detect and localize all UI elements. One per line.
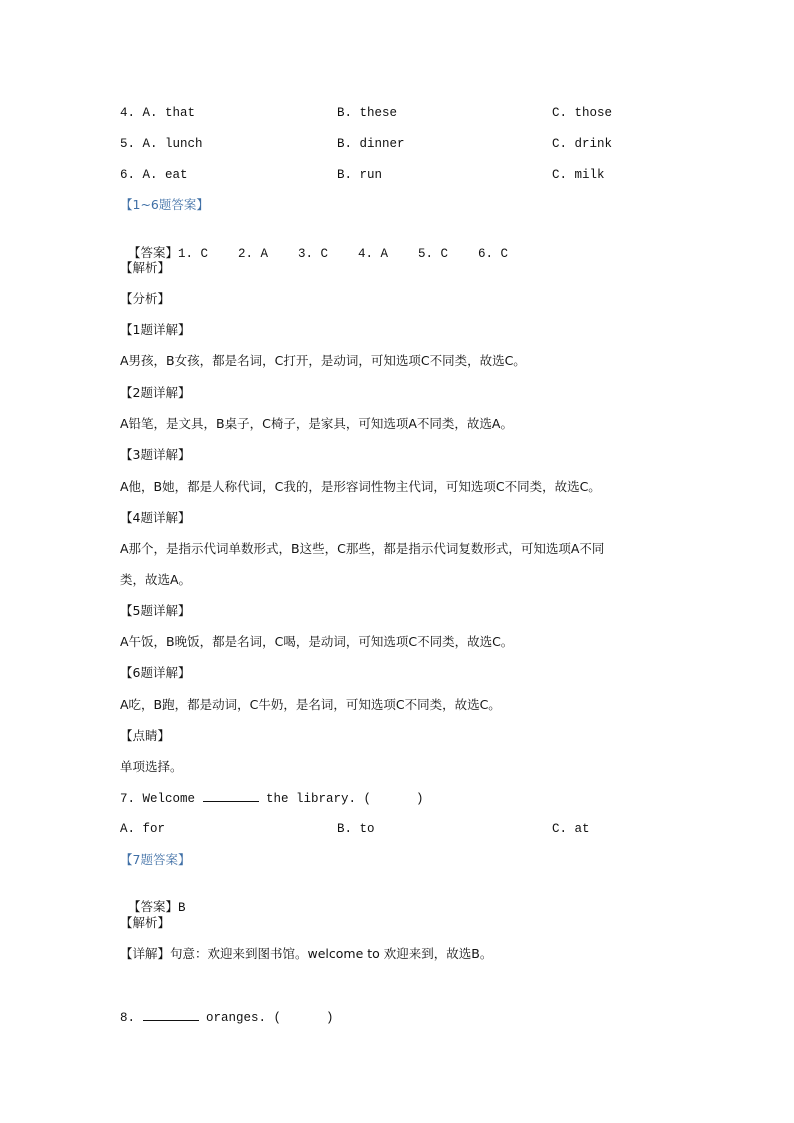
question-8-post: oranges. ( ) bbox=[198, 1011, 334, 1025]
answer-tag: 【答案】 bbox=[127, 245, 178, 260]
point-tag: 【点睛】 bbox=[120, 728, 171, 743]
detail-3-tag: 【3题详解】 bbox=[120, 447, 191, 462]
fenxi-tag: 【分析】 bbox=[120, 291, 171, 306]
answer-values: 1. C 2. A 3. C 4. A 5. C 6. C bbox=[177, 247, 509, 261]
detail-1-text: A男孩，B女孩，都是名词，C打开，是动词，可知选项C不同类，故选C。 bbox=[120, 353, 526, 368]
question-8-pre: 8. bbox=[120, 1011, 136, 1025]
answer-header-7: 【7题答案】 bbox=[120, 852, 191, 867]
q5-option-c: C. drink bbox=[552, 137, 613, 151]
answer-header-1-6: 【1~6题答案】 bbox=[120, 197, 209, 212]
detail-6-text: A吃，B跑，都是动词，C牛奶，是名词，可知选项C不同类，故选C。 bbox=[120, 697, 501, 712]
q4-option-b: B. these bbox=[337, 106, 398, 120]
detail-6-tag: 【6题详解】 bbox=[120, 665, 191, 680]
question-7-post: the library. ( ) bbox=[258, 792, 424, 806]
answer-blank bbox=[203, 790, 259, 802]
detail-2-tag: 【2题详解】 bbox=[120, 385, 191, 400]
q6-option-a: 6. A. eat bbox=[120, 168, 188, 182]
analysis-tag: 【解析】 bbox=[120, 260, 171, 275]
q7-option-c: C. at bbox=[552, 822, 590, 836]
detail-7-text: 句意：欢迎来到图书馆。welcome to 欢迎来到，故选B。 bbox=[170, 946, 493, 961]
answer-line-1-6 bbox=[120, 229, 508, 262]
q6-option-c: C. milk bbox=[552, 168, 605, 182]
detail-7 bbox=[120, 946, 492, 962]
analysis-tag: 【解析】 bbox=[120, 915, 171, 930]
detail-1-tag: 【1题详解】 bbox=[120, 322, 191, 337]
q7-option-a: A. for bbox=[120, 822, 166, 836]
question-8 bbox=[120, 1009, 334, 1026]
detail-2-text: A铅笔，是文具，B桌子，C椅子，是家具，可知选项A不同类，故选A。 bbox=[120, 416, 513, 431]
detail-4-text-line1: A那个，是指示代词单数形式，B这些，C那些，都是指示代词复数形式，可知选项A不同 bbox=[120, 541, 605, 556]
q6-option-b: B. run bbox=[337, 168, 383, 182]
answer-tag: 【答案】 bbox=[127, 899, 178, 914]
detail-3-text: A他，B她，都是人称代词，C我的，是形容词性物主代词，可知选项C不同类，故选C。 bbox=[120, 479, 601, 494]
q4-option-c: C. those bbox=[552, 106, 613, 120]
detail-7-tag: 【详解】 bbox=[120, 946, 171, 961]
point-text: 单项选择。 bbox=[120, 759, 183, 774]
answer-blank bbox=[143, 1009, 199, 1021]
question-7-pre: 7. Welcome bbox=[120, 792, 196, 806]
question-7 bbox=[120, 790, 424, 807]
detail-5-tag: 【5题详解】 bbox=[120, 603, 191, 618]
answer-line-7 bbox=[120, 883, 185, 916]
detail-4-tag: 【4题详解】 bbox=[120, 510, 191, 525]
q5-option-b: B. dinner bbox=[337, 137, 405, 151]
answer-value: B bbox=[177, 901, 186, 915]
q7-option-b: B. to bbox=[337, 822, 375, 836]
detail-5-text: A午饭，B晚饭，都是名词，C喝，是动词，可知选项C不同类，故选C。 bbox=[120, 634, 514, 649]
detail-4-text-line2: 类，故选A。 bbox=[120, 572, 192, 587]
q5-option-a: 5. A. lunch bbox=[120, 137, 203, 151]
q4-option-a: 4. A. that bbox=[120, 106, 196, 120]
